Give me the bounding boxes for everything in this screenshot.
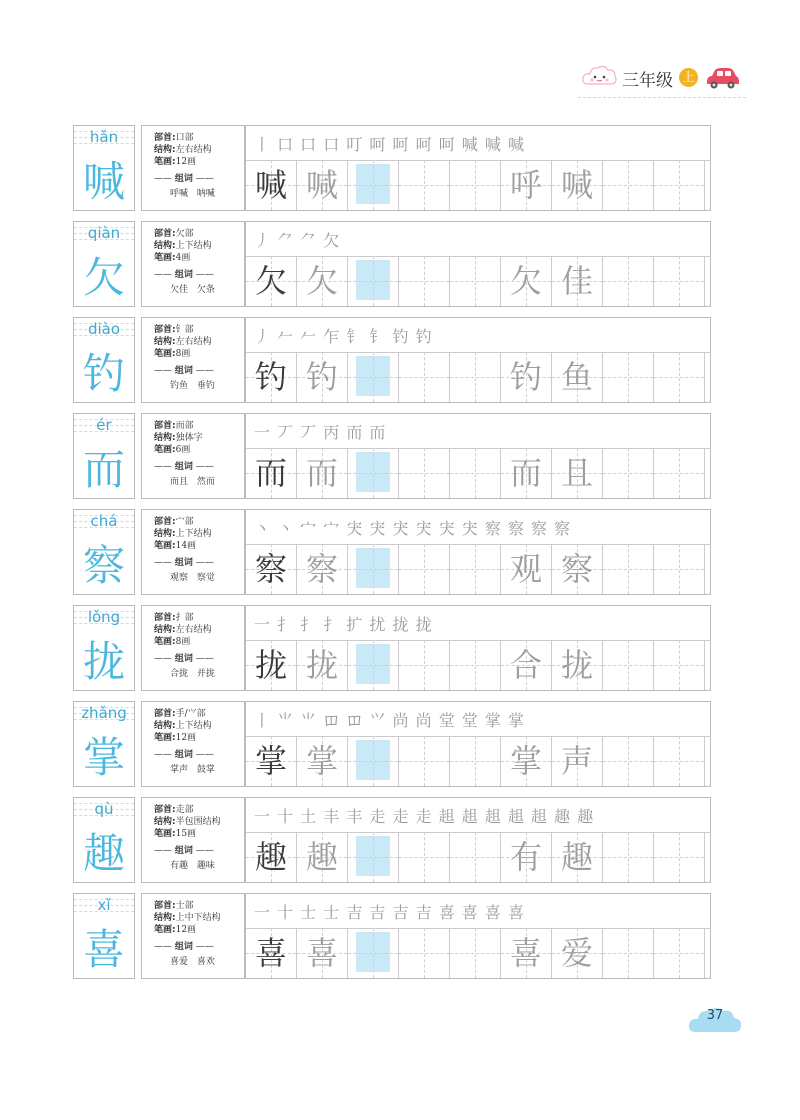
trace-char: 喊	[305, 166, 338, 204]
writing-cell[interactable]	[297, 352, 348, 402]
stroke-order-row	[246, 126, 710, 161]
example-words: 呼喊 呐喊	[170, 189, 215, 199]
stroke-order-row	[246, 798, 710, 833]
word-char-1: 观	[509, 550, 542, 588]
writing-cell[interactable]	[501, 352, 552, 402]
writing-grid	[246, 544, 710, 594]
words-label: 组词	[174, 654, 193, 664]
character-row	[73, 413, 711, 499]
words-label: 组词	[174, 174, 193, 184]
pinyin-lines	[74, 798, 134, 820]
smiling-cloud-icon	[582, 64, 618, 88]
writing-cell[interactable]	[603, 256, 654, 306]
writing-cell[interactable]	[501, 928, 552, 978]
writing-cell[interactable]	[654, 160, 705, 210]
radical-value: 士部	[175, 901, 194, 911]
word-char-2: 爱	[560, 934, 593, 972]
writing-cell[interactable]	[450, 544, 501, 594]
writing-cell[interactable]	[501, 736, 552, 786]
pinyin-lines	[74, 126, 134, 148]
radical-value: 手/⺍部	[175, 709, 206, 719]
writing-cell[interactable]	[552, 640, 603, 690]
writing-cell[interactable]	[399, 736, 450, 786]
radical-label: 部首:	[154, 421, 176, 431]
trace-char: 拢	[305, 646, 338, 684]
example-words: 有趣 趣味	[170, 861, 215, 871]
main-char-box	[73, 221, 135, 307]
writing-cell[interactable]	[501, 544, 552, 594]
character-row	[73, 317, 711, 403]
practice-area	[245, 797, 711, 883]
pinyin-lines	[74, 414, 134, 436]
writing-cell[interactable]	[297, 928, 348, 978]
practice-area	[245, 221, 711, 307]
pinyin: zhǎng	[81, 704, 127, 722]
example-words: 钓鱼 垂钓	[170, 381, 215, 391]
example-words: 掌声 鼓掌	[170, 765, 215, 775]
writing-cell[interactable]	[246, 544, 297, 594]
strokes-label: 笔画:	[154, 637, 176, 647]
strokes-label: 笔画:	[154, 253, 176, 263]
writing-cell[interactable]	[450, 448, 501, 498]
writing-cell[interactable]	[297, 160, 348, 210]
trace-char: 掌	[305, 742, 338, 780]
strokes-value: 8画	[175, 349, 191, 359]
writing-cell[interactable]	[603, 544, 654, 594]
writing-grid	[246, 928, 710, 978]
pinyin-lines	[74, 318, 134, 340]
strokes-value: 14画	[175, 541, 197, 551]
radical-value: 欠部	[175, 229, 194, 239]
word-char-2: 佳	[560, 262, 593, 300]
stroke-order: 一 十 士 士 吉 吉 吉 吉 喜 喜 喜 喜	[254, 903, 525, 922]
structure-value: 上中下结构	[175, 913, 221, 923]
structure-label: 结构:	[154, 337, 176, 347]
structure-value: 独体字	[175, 433, 203, 443]
strokes-label: 笔画:	[154, 349, 176, 359]
pinyin: qiàn	[87, 224, 121, 242]
structure-value: 半包围结构	[175, 817, 221, 827]
model-char: 掌	[254, 742, 287, 780]
stroke-order-row	[246, 222, 710, 257]
example-words: 喜爱 喜欢	[170, 957, 215, 967]
word-char-2: 察	[560, 550, 593, 588]
writing-cell[interactable]	[399, 256, 450, 306]
model-char: 察	[254, 550, 287, 588]
word-char-1: 钓	[509, 358, 542, 396]
strokes-label: 笔画:	[154, 157, 176, 167]
words-label: 组词	[174, 270, 193, 280]
writing-cell[interactable]	[501, 160, 552, 210]
main-char-box	[73, 317, 135, 403]
writing-cell[interactable]	[348, 640, 399, 690]
page-number: 37	[706, 1008, 724, 1023]
pinyin-lines	[74, 222, 134, 244]
structure-value: 上下结构	[175, 529, 212, 539]
strokes-value: 12画	[175, 157, 197, 167]
grade-label: 三年级	[622, 71, 673, 91]
writing-cell[interactable]	[246, 736, 297, 786]
practice-area	[245, 605, 711, 691]
model-char: 趣	[254, 838, 287, 876]
radical-value: 走部	[175, 805, 194, 815]
example-words: 观察 察觉	[170, 573, 215, 583]
writing-cell[interactable]	[297, 832, 348, 882]
writing-cell[interactable]	[603, 448, 654, 498]
words-label: 组词	[174, 942, 193, 952]
pinyin: qù	[94, 800, 114, 818]
trace-char: 趣	[305, 838, 338, 876]
trace-char: 而	[305, 454, 338, 492]
word-char-2: 声	[560, 742, 593, 780]
main-char: 欠	[82, 253, 125, 302]
structure-label: 结构:	[154, 433, 176, 443]
writing-cell[interactable]	[552, 160, 603, 210]
writing-cell[interactable]	[450, 352, 501, 402]
strokes-value: 4画	[175, 253, 191, 263]
strokes-label: 笔画:	[154, 541, 176, 551]
main-char-box	[73, 605, 135, 691]
writing-cell[interactable]	[246, 256, 297, 306]
writing-cell[interactable]	[552, 928, 603, 978]
strokes-value: 12画	[175, 925, 197, 935]
character-row	[73, 221, 711, 307]
stroke-order-row	[246, 414, 710, 449]
example-words: 欠佳 欠条	[170, 285, 215, 295]
stroke-order-row	[246, 510, 710, 545]
main-char: 喜	[82, 925, 125, 974]
example-words: 而且 然而	[170, 477, 215, 487]
strokes-label: 笔画:	[154, 829, 176, 839]
radical-label: 部首:	[154, 613, 176, 623]
header-divider	[578, 97, 746, 98]
word-char-1: 合	[509, 646, 542, 684]
writing-cell[interactable]	[399, 160, 450, 210]
page-header	[578, 62, 746, 100]
writing-cell[interactable]	[399, 544, 450, 594]
writing-cell[interactable]	[348, 928, 399, 978]
writing-cell[interactable]	[297, 256, 348, 306]
writing-cell[interactable]	[348, 544, 399, 594]
radical-label: 部首:	[154, 229, 176, 239]
main-char-box	[73, 701, 135, 787]
strokes-label: 笔画:	[154, 925, 176, 935]
stroke-order: 丿 𠂉 𠂉 乍 钅 钅 钓 钓	[254, 327, 433, 346]
stroke-order: 丶 丶 宀 宀 宊 宊 宊 宊 宊 宊 察 察 察 察	[254, 519, 572, 538]
writing-cell[interactable]	[654, 928, 705, 978]
char-info: 部首:钅部 结构:左右结构 笔画:8画 —— 组词 —— 钓鱼 垂钓	[141, 317, 245, 403]
main-char: 而	[82, 445, 125, 494]
stroke-order: 丨 口 口 口 叮 呵 呵 呵 呵 喊 喊 喊	[254, 135, 525, 154]
char-info: 部首:口部 结构:左右结构 笔画:12画 —— 组词 —— 呼喊 呐喊	[141, 125, 245, 211]
writing-cell[interactable]	[654, 352, 705, 402]
writing-cell[interactable]	[450, 928, 501, 978]
radical-label: 部首:	[154, 805, 176, 815]
structure-label: 结构:	[154, 913, 176, 923]
word-char-2: 拢	[560, 646, 593, 684]
stroke-order: 丨 ⺌ ⺌ 𫩏 𫩏 ⺍ 尚 尚 堂 堂 掌 掌	[254, 711, 525, 730]
structure-value: 左右结构	[175, 337, 212, 347]
practice-area	[245, 413, 711, 499]
writing-cell[interactable]	[399, 352, 450, 402]
words-label: 组词	[174, 462, 193, 472]
stroke-order-row	[246, 702, 710, 737]
writing-cell[interactable]	[552, 544, 603, 594]
trace-char: 察	[305, 550, 338, 588]
structure-label: 结构:	[154, 145, 176, 155]
pinyin-lines	[74, 702, 134, 724]
stroke-order-row	[246, 894, 710, 929]
character-row	[73, 797, 711, 883]
writing-cell[interactable]	[501, 448, 552, 498]
words-label: 组词	[174, 846, 193, 856]
model-char: 喊	[254, 166, 287, 204]
writing-cell[interactable]	[246, 928, 297, 978]
word-char-1: 欠	[509, 262, 542, 300]
word-char-1: 喜	[509, 934, 542, 972]
stroke-order-row	[246, 318, 710, 353]
practice-area	[245, 317, 711, 403]
structure-value: 上下结构	[175, 241, 212, 251]
strokes-value: 15画	[175, 829, 197, 839]
main-char: 喊	[82, 157, 125, 206]
writing-cell[interactable]	[501, 832, 552, 882]
char-info: 部首:欠部 结构:上下结构 笔画:4画 —— 组词 —— 欠佳 欠条	[141, 221, 245, 307]
strokes-value: 12画	[175, 733, 197, 743]
practice-area	[245, 893, 711, 979]
stroke-order: 一 十 土 丰 丰 走 走 走 趄 趄 趄 趄 趄 趣 趣	[254, 807, 595, 826]
writing-cell[interactable]	[348, 736, 399, 786]
writing-grid	[246, 736, 710, 786]
strokes-value: 8画	[175, 637, 191, 647]
radical-value: 扌部	[175, 613, 194, 623]
practice-area	[245, 509, 711, 595]
writing-cell[interactable]	[603, 736, 654, 786]
radical-label: 部首:	[154, 901, 176, 911]
structure-label: 结构:	[154, 625, 176, 635]
structure-label: 结构:	[154, 529, 176, 539]
writing-cell[interactable]	[450, 736, 501, 786]
trace-char: 钓	[305, 358, 338, 396]
word-char-2: 喊	[560, 166, 593, 204]
writing-grid	[246, 832, 710, 882]
stroke-order: 丿 ⺈ ⺈ 欠	[254, 231, 341, 250]
character-row	[73, 605, 711, 691]
main-char: 趣	[82, 829, 125, 878]
radical-value: 钅部	[175, 325, 194, 335]
structure-value: 左右结构	[175, 145, 212, 155]
word-char-2: 且	[560, 454, 593, 492]
char-info: 部首:宀部 结构:上下结构 笔画:14画 —— 组词 —— 观察 察觉	[141, 509, 245, 595]
character-row	[73, 125, 711, 211]
writing-cell[interactable]	[552, 448, 603, 498]
main-char-box	[73, 797, 135, 883]
strokes-label: 笔画:	[154, 445, 176, 455]
word-char-1: 呼	[509, 166, 542, 204]
char-info: 部首:手/⺍部 结构:上下结构 笔画:12画 —— 组词 —— 掌声 鼓掌	[141, 701, 245, 787]
word-char-2: 趣	[560, 838, 593, 876]
writing-cell[interactable]	[654, 832, 705, 882]
writing-cell[interactable]	[348, 352, 399, 402]
writing-cell[interactable]	[297, 448, 348, 498]
writing-cell[interactable]	[399, 928, 450, 978]
writing-cell[interactable]	[450, 832, 501, 882]
car-icon	[704, 66, 740, 90]
model-char: 拢	[254, 646, 287, 684]
writing-cell[interactable]	[450, 256, 501, 306]
pinyin-lines	[74, 894, 134, 916]
character-row	[73, 509, 711, 595]
writing-cell[interactable]	[552, 832, 603, 882]
pinyin: lǒng	[87, 608, 121, 626]
radical-value: 宀部	[175, 517, 194, 527]
main-char-box	[73, 509, 135, 595]
structure-label: 结构:	[154, 817, 176, 827]
writing-cell[interactable]	[552, 736, 603, 786]
pinyin-lines	[74, 606, 134, 628]
structure-value: 左右结构	[175, 625, 212, 635]
writing-cell[interactable]	[501, 256, 552, 306]
char-info: 部首:士部 结构:上中下结构 笔画:12画 —— 组词 —— 喜爱 喜欢	[141, 893, 245, 979]
writing-cell[interactable]	[654, 256, 705, 306]
volume-badge: 上	[679, 68, 698, 87]
model-char: 欠	[254, 262, 287, 300]
main-char: 掌	[82, 733, 125, 782]
writing-cell[interactable]	[603, 352, 654, 402]
radical-label: 部首:	[154, 517, 176, 527]
radical-value: 口部	[175, 133, 194, 143]
trace-char: 欠	[305, 262, 338, 300]
main-char-box	[73, 125, 135, 211]
radical-value: 而部	[175, 421, 194, 431]
writing-grid	[246, 640, 710, 690]
word-char-1: 而	[509, 454, 542, 492]
trace-char: 喜	[305, 934, 338, 972]
writing-cell[interactable]	[297, 736, 348, 786]
writing-cell[interactable]	[246, 640, 297, 690]
main-char: 钓	[82, 349, 125, 398]
writing-grid	[246, 256, 710, 306]
pinyin: ér	[96, 416, 112, 434]
strokes-label: 笔画:	[154, 733, 176, 743]
model-char: 喜	[254, 934, 287, 972]
writing-cell[interactable]	[603, 160, 654, 210]
radical-label: 部首:	[154, 325, 176, 335]
writing-cell[interactable]	[654, 544, 705, 594]
pinyin: hǎn	[89, 128, 119, 146]
writing-cell[interactable]	[399, 832, 450, 882]
writing-cell[interactable]	[654, 736, 705, 786]
writing-cell[interactable]	[654, 640, 705, 690]
word-char-2: 鱼	[560, 358, 593, 396]
writing-cell[interactable]	[552, 352, 603, 402]
writing-grid	[246, 160, 710, 210]
writing-cell[interactable]	[348, 160, 399, 210]
writing-cell[interactable]	[246, 832, 297, 882]
word-char-1: 掌	[509, 742, 542, 780]
pinyin: chá	[90, 512, 118, 530]
writing-cell[interactable]	[552, 256, 603, 306]
pinyin: diào	[87, 320, 121, 338]
writing-cell[interactable]	[399, 640, 450, 690]
writing-cell[interactable]	[348, 256, 399, 306]
character-row	[73, 701, 711, 787]
strokes-value: 6画	[175, 445, 191, 455]
words-label: 组词	[174, 750, 193, 760]
stroke-order-row	[246, 606, 710, 641]
practice-area	[245, 125, 711, 211]
writing-cell[interactable]	[450, 160, 501, 210]
writing-grid	[246, 352, 710, 402]
word-char-1: 有	[509, 838, 542, 876]
writing-cell[interactable]	[297, 544, 348, 594]
character-row	[73, 893, 711, 979]
char-info: 部首:而部 结构:独体字 笔画:6画 —— 组词 —— 而且 然而	[141, 413, 245, 499]
writing-cell[interactable]	[603, 928, 654, 978]
main-char: 拢	[82, 637, 125, 686]
main-char-box	[73, 413, 135, 499]
writing-cell[interactable]	[399, 448, 450, 498]
stroke-order: 一 扌 扌 扌 扩 扰 拢 拢	[254, 615, 433, 634]
structure-label: 结构:	[154, 721, 176, 731]
model-char: 钓	[254, 358, 287, 396]
main-char-box	[73, 893, 135, 979]
words-label: 组词	[174, 366, 193, 376]
writing-cell[interactable]	[654, 448, 705, 498]
radical-label: 部首:	[154, 133, 176, 143]
writing-cell[interactable]	[348, 832, 399, 882]
writing-cell[interactable]	[297, 640, 348, 690]
stroke-order: 一 丆 丆 丙 而 而	[254, 423, 387, 442]
example-words: 合拢 并拢	[170, 669, 215, 679]
writing-cell[interactable]	[246, 448, 297, 498]
model-char: 而	[254, 454, 287, 492]
writing-cell[interactable]	[246, 352, 297, 402]
char-info: 部首:扌部 结构:左右结构 笔画:8画 —— 组词 —— 合拢 并拢	[141, 605, 245, 691]
char-info: 部首:走部 结构:半包围结构 笔画:15画 —— 组词 —— 有趣 趣味	[141, 797, 245, 883]
writing-grid	[246, 448, 710, 498]
main-char: 察	[82, 541, 125, 590]
writing-cell[interactable]	[603, 640, 654, 690]
pinyin: xǐ	[97, 896, 111, 914]
practice-area	[245, 701, 711, 787]
writing-cell[interactable]	[246, 160, 297, 210]
structure-label: 结构:	[154, 241, 176, 251]
words-label: 组词	[174, 558, 193, 568]
writing-cell[interactable]	[603, 832, 654, 882]
structure-value: 上下结构	[175, 721, 212, 731]
pinyin-lines	[74, 510, 134, 532]
writing-cell[interactable]	[501, 640, 552, 690]
radical-label: 部首:	[154, 709, 176, 719]
writing-cell[interactable]	[450, 640, 501, 690]
writing-cell[interactable]	[348, 448, 399, 498]
